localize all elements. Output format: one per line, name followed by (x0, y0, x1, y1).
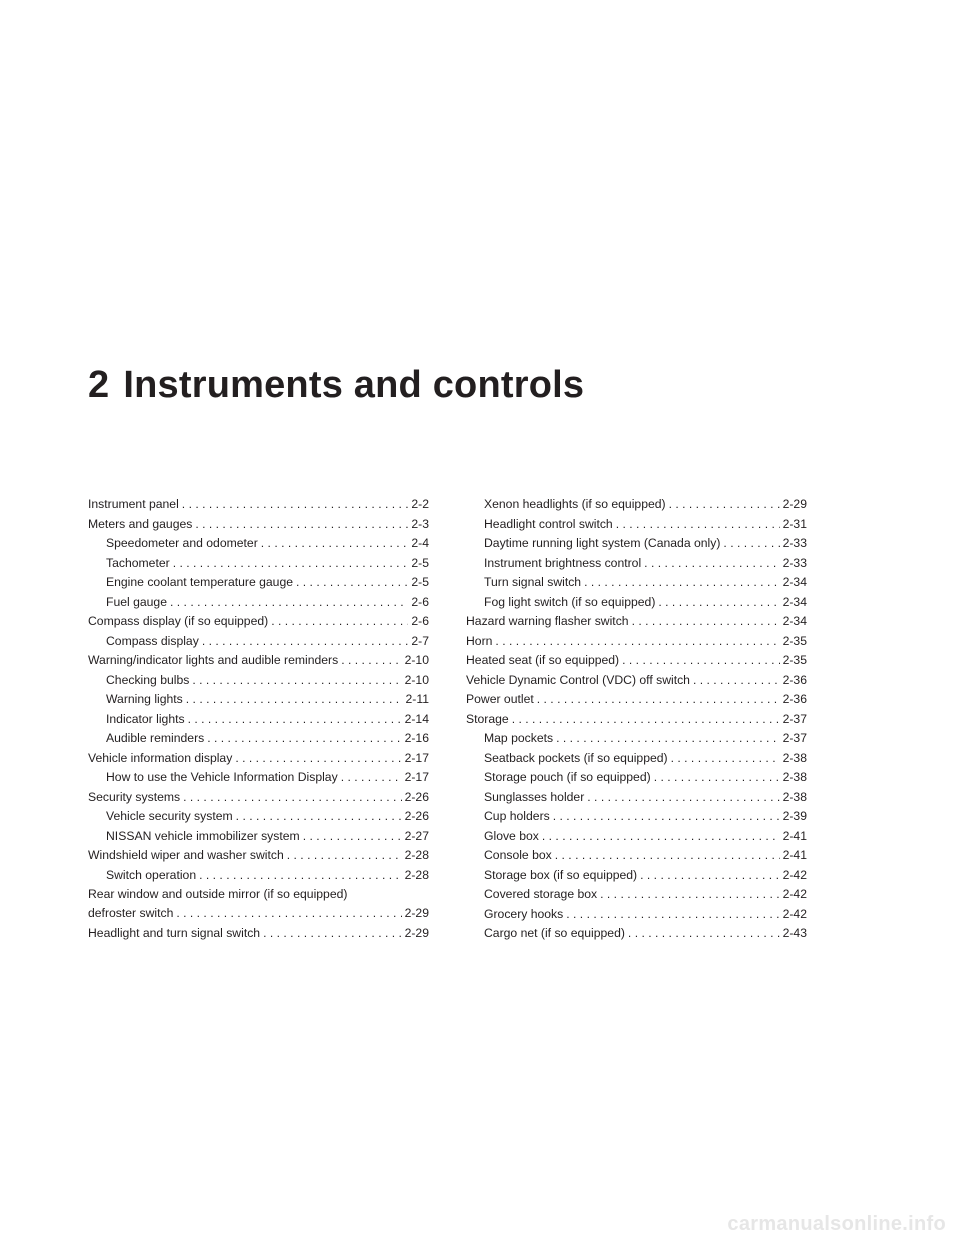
toc-entry-page: 2-28 (404, 867, 429, 882)
toc-right-column (466, 495, 807, 944)
toc-dot-leader (261, 534, 409, 554)
toc-entry-label: Horn (466, 633, 493, 648)
toc-entry[interactable] (88, 729, 429, 749)
toc-entry-label: Vehicle security system (106, 809, 233, 823)
toc-entry-label: Glove box (484, 828, 539, 843)
toc-dot-leader (556, 729, 779, 749)
toc-entry-label: Rear window and outside mirror (if so equipped) (88, 887, 348, 901)
toc-entry[interactable] (466, 729, 807, 749)
toc-entry[interactable] (466, 690, 807, 710)
toc-entry-label: Cup holders (484, 809, 550, 823)
toc-entry-page: 2-36 (782, 692, 807, 706)
toc-entry[interactable] (466, 534, 807, 554)
toc-entry-page: 2-34 (782, 575, 807, 589)
toc-entry-page: 2-27 (404, 828, 429, 843)
toc-left-column (88, 495, 429, 943)
toc-dot-leader (271, 612, 408, 632)
toc-entry-page: 2-17 (404, 750, 429, 765)
toc-dot-leader (640, 866, 779, 886)
toc-entry-label: Tachometer (106, 555, 170, 570)
toc-entry-label: Grocery hooks (484, 906, 564, 921)
toc-entry-label: Vehicle information display (88, 750, 233, 765)
toc-dot-leader (186, 690, 403, 710)
toc-entry[interactable] (466, 593, 807, 613)
toc-dot-leader (192, 671, 401, 691)
toc-entry-page: 2-29 (404, 925, 429, 940)
toc-entry-page: 2-35 (782, 653, 807, 667)
toc-entry[interactable] (88, 768, 429, 788)
toc-entry[interactable] (466, 807, 807, 827)
toc-dot-leader (566, 905, 779, 925)
toc-dot-leader (182, 495, 409, 515)
toc-entry-label: Indicator lights (106, 711, 185, 726)
toc-entry[interactable] (88, 632, 429, 652)
toc-entry[interactable] (466, 651, 807, 671)
toc-entry-page: 2-6 (411, 594, 429, 609)
toc-entry-page: 2-29 (782, 497, 807, 511)
toc-entry-page: 2-34 (782, 594, 807, 609)
toc-dot-leader (495, 632, 779, 652)
toc-entry-label: Fog light switch (if so equipped) (484, 594, 656, 609)
toc-dot-leader (341, 651, 401, 671)
toc-entry-page: 2-33 (782, 536, 807, 550)
toc-entry[interactable] (466, 495, 807, 515)
toc-entry-label: Warning lights (106, 692, 183, 706)
toc-entry[interactable] (88, 554, 429, 574)
toc-entry[interactable] (466, 554, 807, 574)
toc-entry[interactable] (466, 885, 807, 905)
toc-entry-page: 2-43 (782, 926, 807, 940)
toc-entry[interactable] (466, 710, 807, 730)
toc-dot-leader (587, 788, 779, 808)
toc-entry[interactable] (88, 710, 429, 730)
toc-dot-leader (553, 807, 780, 827)
toc-dot-leader (183, 788, 401, 808)
toc-entry-label: Engine coolant temperature gauge (106, 575, 294, 589)
toc-dot-leader (669, 495, 780, 515)
toc-entry-page: 2-41 (782, 848, 807, 862)
toc-entry-label: defroster switch (88, 906, 174, 920)
toc-entry-label: Vehicle Dynamic Control (VDC) off switch (466, 672, 690, 687)
toc-entry-label: Cargo net (if so equipped) (484, 926, 625, 940)
toc-entry[interactable] (88, 807, 429, 827)
toc-entry-label: Storage box (if so equipped) (484, 867, 638, 882)
toc-entry[interactable] (88, 749, 429, 769)
toc-entry[interactable] (466, 788, 807, 808)
chapter-title (88, 358, 584, 412)
toc-dot-leader (170, 593, 408, 613)
toc-entry[interactable] (88, 846, 429, 866)
toc-dot-leader (303, 827, 402, 847)
toc-entry-page: 2-38 (782, 750, 807, 765)
toc-entry-label: NISSAN vehicle immobilizer system (106, 828, 300, 843)
toc-dot-leader (658, 593, 779, 613)
toc-entry-label: Headlight control switch (484, 516, 613, 531)
toc-entry-page: 2-42 (782, 867, 807, 882)
toc-dot-leader (644, 554, 779, 574)
toc-dot-leader (555, 846, 780, 866)
toc-entry-label: Heated seat (if so equipped) (466, 653, 620, 667)
toc-dot-leader (236, 807, 402, 827)
toc-entry[interactable] (88, 866, 429, 886)
toc-entry-label: Security systems (88, 789, 181, 804)
toc-entry-label: Compass display (if so equipped) (88, 614, 269, 628)
toc-dot-leader (188, 710, 402, 730)
toc-entry[interactable] (88, 924, 429, 944)
toc-entry-label: Compass display (106, 633, 199, 648)
toc-dot-leader (263, 924, 402, 944)
toc-entry-label: Instrument panel (88, 497, 179, 511)
toc-entry-page: 2-11 (405, 692, 429, 706)
toc-entry[interactable] (88, 690, 429, 710)
toc-entry-label: Covered storage box (484, 887, 598, 901)
toc-entry-page: 2-5 (411, 575, 429, 589)
toc-dot-leader (628, 924, 780, 944)
toc-dot-leader (654, 768, 780, 788)
toc-dot-leader (202, 632, 409, 652)
toc-entry-page: 2-6 (411, 614, 429, 628)
toc-entry-label: Xenon headlights (if so equipped) (484, 497, 666, 511)
toc-entry-page: 2-17 (404, 770, 429, 784)
toc-dot-leader (207, 729, 401, 749)
toc-entry-page: 2-31 (782, 516, 807, 531)
toc-entry-page: 2-5 (411, 555, 429, 570)
toc-dot-leader (176, 904, 401, 924)
toc-entry[interactable] (466, 827, 807, 847)
toc-entry-label: Console box (484, 848, 552, 862)
toc-entry-label: Instrument brightness control (484, 555, 642, 570)
toc-dot-leader (622, 651, 779, 671)
toc-entry[interactable] (88, 534, 429, 554)
toc-entry-label: How to use the Vehicle Information Display (106, 770, 338, 784)
toc-dot-leader (693, 671, 780, 691)
toc-entry[interactable] (88, 904, 429, 924)
toc-entry-page: 2-34 (782, 614, 807, 628)
toc-entry[interactable] (466, 612, 807, 632)
toc-entry[interactable] (88, 612, 429, 632)
toc-entry[interactable] (88, 593, 429, 613)
toc-entry-label: Fuel gauge (106, 594, 167, 609)
toc-dot-leader (584, 573, 780, 593)
toc-entry-page: 2-4 (411, 536, 429, 550)
toc-entry-label: Daytime running light system (Canada only) (484, 536, 721, 550)
toc-dot-leader (173, 554, 409, 574)
chapter-number: 2 (88, 364, 110, 406)
toc-dot-leader (616, 515, 780, 535)
toc-entry-label: Turn signal switch (484, 575, 582, 589)
toc-entry[interactable] (88, 671, 429, 691)
toc-dot-leader (600, 885, 779, 905)
toc-entry[interactable] (88, 788, 429, 808)
toc-entry-page: 2-3 (411, 516, 429, 531)
toc-entry-label: Warning/indicator lights and audible reminders (88, 653, 339, 667)
toc-dot-leader (195, 515, 408, 535)
toc-entry-page: 2-36 (782, 672, 807, 687)
toc-dot-leader (723, 534, 779, 554)
toc-entry-page: 2-29 (404, 906, 429, 920)
toc-entry[interactable] (88, 827, 429, 847)
toc-entry-page: 2-14 (404, 711, 429, 726)
toc-entry-page: 2-16 (404, 731, 429, 745)
toc-entry[interactable] (466, 671, 807, 691)
toc-entry[interactable] (88, 573, 429, 593)
toc-entry-page: 2-38 (782, 770, 807, 784)
chapter-title-text: Instruments and controls (123, 364, 585, 406)
toc-dot-leader (537, 690, 780, 710)
toc-dot-leader (199, 866, 401, 886)
toc-entry[interactable] (466, 768, 807, 788)
toc-entry-label: Meters and gauges (88, 516, 193, 531)
toc-entry-page: 2-28 (404, 848, 429, 862)
toc-entry-page: 2-26 (404, 789, 429, 804)
toc-entry-label: Storage (466, 711, 509, 726)
toc-entry-page: 2-37 (782, 711, 807, 726)
toc-dot-leader (671, 749, 780, 769)
toc-entry-page: 2-38 (782, 789, 807, 804)
toc-dot-leader (512, 710, 780, 730)
toc-entry-page: 2-33 (782, 555, 807, 570)
toc-entry-label: Storage pouch (if so equipped) (484, 770, 651, 784)
toc-entry[interactable] (88, 515, 429, 535)
toc-entry-label: Switch operation (106, 867, 197, 882)
toc-entry-label: Speedometer and odometer (106, 536, 258, 550)
toc-entry-page: 2-10 (404, 653, 429, 667)
toc-entry[interactable] (88, 651, 429, 671)
toc-entry[interactable] (88, 495, 429, 515)
toc-entry-page: 2-41 (782, 828, 807, 843)
toc-entry[interactable] (466, 515, 807, 535)
toc-dot-leader (296, 573, 408, 593)
toc-entry[interactable] (466, 573, 807, 593)
toc-entry-page: 2-2 (411, 497, 429, 511)
watermark-link[interactable]: carmanualsonline.info (727, 1213, 946, 1235)
toc-entry[interactable] (466, 846, 807, 866)
toc-entry-page: 2-35 (782, 633, 807, 648)
toc-entry[interactable] (88, 885, 429, 904)
toc-entry-label: Audible reminders (106, 731, 205, 745)
toc-dot-leader (287, 846, 402, 866)
toc-dot-leader (542, 827, 780, 847)
toc-dot-leader (235, 749, 401, 769)
toc-entry-page: 2-26 (404, 809, 429, 823)
toc-entry-label: Power outlet (466, 692, 534, 706)
toc-entry-page: 2-10 (404, 672, 429, 687)
toc-entry-label: Map pockets (484, 731, 554, 745)
toc-entry-page: 2-39 (782, 809, 807, 823)
toc-entry-label: Checking bulbs (106, 672, 190, 687)
toc-dot-leader (341, 768, 402, 788)
toc-entry-page: 2-42 (782, 906, 807, 921)
toc-entry[interactable] (466, 866, 807, 886)
toc-entry[interactable] (466, 905, 807, 925)
toc-entry-label: Windshield wiper and washer switch (88, 848, 284, 862)
toc-dot-leader (632, 612, 780, 632)
toc-entry-label: Headlight and turn signal switch (88, 925, 261, 940)
toc-entry-label: Sunglasses holder (484, 789, 585, 804)
toc-entry[interactable] (466, 749, 807, 769)
toc-entry-page: 2-7 (411, 633, 429, 648)
toc-entry-label: Hazard warning flasher switch (466, 614, 629, 628)
toc-entry-page: 2-42 (782, 887, 807, 901)
toc-entry[interactable] (466, 924, 807, 944)
toc-entry-page: 2-37 (782, 731, 807, 745)
toc-entry-label: Seatback pockets (if so equipped) (484, 750, 668, 765)
toc-entry[interactable] (466, 632, 807, 652)
